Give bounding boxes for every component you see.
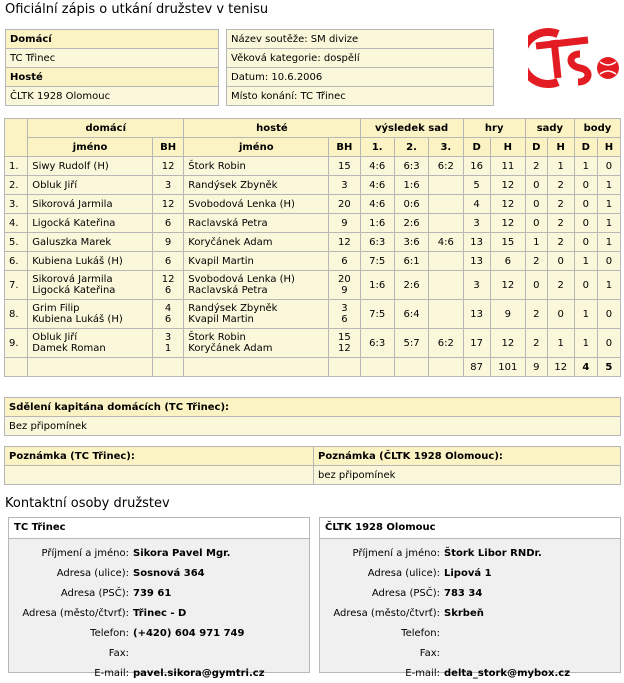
match-no: 7. — [5, 271, 28, 300]
match-no: 6. — [5, 252, 28, 271]
set2: 2:6 — [394, 271, 428, 300]
sets-d: 2 — [525, 300, 547, 329]
games-d: 3 — [463, 271, 490, 300]
games-d: 4 — [463, 195, 490, 214]
col-away-name: jméno — [184, 138, 329, 157]
table-row — [5, 214, 621, 233]
points-h: 0 — [597, 157, 620, 176]
sets-d: 2 — [525, 157, 547, 176]
contact-away — [319, 517, 621, 679]
away-bh-1: 3 — [341, 303, 348, 314]
contact-field — [320, 563, 572, 583]
col-points-h: H — [597, 138, 620, 157]
home-bh-2: 6 — [164, 314, 172, 325]
sets-h: 0 — [547, 252, 574, 271]
away-bh: 9 — [329, 214, 360, 233]
sets-h: 2 — [547, 271, 574, 300]
away-bh: 20 — [329, 195, 360, 214]
away-player: Svobodová Lenka (H) — [184, 195, 329, 214]
away-players-2: Raclavská Petra — [188, 285, 268, 296]
field-label: Adresa (PSČ): — [371, 587, 440, 599]
home-player: Ligocká Kateřina — [28, 214, 153, 233]
field-label: Příjmení a jméno: — [41, 547, 129, 559]
home-players-2: Damek Roman — [32, 343, 106, 354]
table-row — [5, 300, 621, 329]
contact-fields — [9, 543, 267, 683]
games-d: 3 — [463, 214, 490, 233]
field-value: delta_stork@mybox.cz — [444, 667, 571, 679]
points-h: 1 — [597, 195, 620, 214]
away-note-label: Poznámka (ČLTK 1928 Olomouc): — [314, 447, 621, 466]
away-bh-1: 20 — [338, 274, 351, 285]
page-title: Oficiální zápis o utkání družstev v tenisu — [5, 2, 269, 17]
field-value: Sikora Pavel Mgr. — [133, 547, 231, 559]
away-bh: 12 — [329, 233, 360, 252]
points-h: 1 — [597, 176, 620, 195]
col-away: hosté — [184, 119, 360, 138]
home-player: Galuszka Marek — [28, 233, 153, 252]
home-bh-2: 6 — [164, 285, 172, 296]
field-label: Příjmení a jméno: — [352, 547, 440, 559]
sets-d: 2 — [525, 252, 547, 271]
set3: 6:2 — [429, 157, 463, 176]
away-note-text: bez připomínek — [314, 466, 621, 485]
field-value: Sosnová 364 — [133, 567, 205, 579]
games-d: 13 — [463, 252, 490, 271]
results-table — [4, 118, 621, 377]
contact-field — [9, 563, 267, 583]
home-players-1: Grim Filip — [32, 303, 80, 314]
col-away-bh: BH — [329, 138, 360, 157]
set1: 4:6 — [360, 195, 394, 214]
match-info-table — [226, 29, 494, 106]
away-bh-1: 15 — [338, 332, 351, 343]
field-label: Adresa (PSČ): — [60, 587, 129, 599]
contact-field — [9, 643, 267, 663]
contact-field — [320, 583, 572, 603]
away-bh-2: 6 — [341, 314, 348, 325]
away-bh — [329, 300, 360, 329]
set2: 6:1 — [394, 252, 428, 271]
set2: 2:6 — [394, 214, 428, 233]
captain-note-box — [4, 397, 621, 436]
col-home-bh: BH — [152, 138, 183, 157]
match-no: 4. — [5, 214, 28, 233]
venue: Místo konání: TC Třinec — [227, 87, 494, 106]
field-label: Adresa (ulice): — [56, 567, 129, 579]
away-label: Hosté — [6, 68, 219, 87]
sets-h: 1 — [547, 157, 574, 176]
set3: 6:2 — [429, 329, 463, 358]
table-row — [5, 233, 621, 252]
table-row — [5, 252, 621, 271]
home-bh — [152, 329, 183, 358]
home-players-1: Obluk Jiří — [32, 332, 78, 343]
set1: 7:5 — [360, 252, 394, 271]
away-players-1: Svobodová Lenka (H) — [188, 274, 295, 285]
points-h: 0 — [597, 300, 620, 329]
home-player: Kubiena Lukáš (H) — [28, 252, 153, 271]
home-note-text — [5, 466, 314, 485]
total-games-d: 87 — [463, 358, 490, 377]
sets-d: 0 — [525, 214, 547, 233]
field-label: Telefon: — [90, 627, 129, 639]
table-row — [5, 329, 621, 358]
games-d: 17 — [463, 329, 490, 358]
points-h: 1 — [597, 214, 620, 233]
match-no: 1. — [5, 157, 28, 176]
field-value — [131, 643, 267, 663]
home-bh: 9 — [152, 233, 183, 252]
total-points-d: 4 — [574, 358, 597, 377]
contact-field — [320, 663, 572, 683]
games-h: 12 — [490, 195, 525, 214]
points-d: 1 — [574, 157, 597, 176]
set1: 1:6 — [360, 271, 394, 300]
set3 — [429, 252, 463, 271]
home-bh: 3 — [152, 176, 183, 195]
contact-field — [9, 543, 267, 563]
field-value: (+420) 604 971 749 — [133, 627, 245, 639]
field-label: E-mail: — [94, 667, 129, 679]
home-bh-2: 1 — [164, 343, 172, 354]
table-row — [5, 271, 621, 300]
captain-note-text: Bez připomínek — [5, 417, 621, 436]
home-note-label: Poznámka (TC Třinec): — [5, 447, 314, 466]
home-players-2: Kubiena Lukáš (H) — [32, 314, 123, 325]
points-h: 0 — [597, 252, 620, 271]
points-h: 0 — [597, 329, 620, 358]
set1: 4:6 — [360, 157, 394, 176]
home-bh: 12 — [152, 157, 183, 176]
field-label: Telefon: — [401, 627, 440, 639]
field-value — [442, 623, 572, 643]
home-team: TC Třinec — [6, 49, 219, 68]
set1: 1:6 — [360, 214, 394, 233]
points-h: 1 — [597, 233, 620, 252]
away-player: Raclavská Petra — [184, 214, 329, 233]
field-label: Fax: — [108, 647, 129, 659]
home-label: Domácí — [6, 30, 219, 49]
away-bh — [329, 271, 360, 300]
home-bh — [152, 300, 183, 329]
points-d: 0 — [574, 271, 597, 300]
away-bh: 6 — [329, 252, 360, 271]
games-d: 5 — [463, 176, 490, 195]
contact-field — [9, 623, 267, 643]
col-sets-d: D — [525, 138, 547, 157]
match-no: 3. — [5, 195, 28, 214]
home-player: Siwy Rudolf (H) — [28, 157, 153, 176]
contact-field — [320, 643, 572, 663]
set2: 0:6 — [394, 195, 428, 214]
contact-fields — [320, 543, 572, 683]
away-bh: 3 — [329, 176, 360, 195]
contact-field — [9, 663, 267, 683]
field-label: Adresa (město/čtvrť): — [333, 607, 440, 619]
field-value: Štork Libor RNDr. — [444, 547, 542, 559]
contact-home — [8, 517, 310, 679]
points-d: 0 — [574, 233, 597, 252]
away-players-2: Koryčánek Adam — [188, 343, 273, 354]
col-home: domácí — [28, 119, 184, 138]
field-value: Skrbeň — [444, 607, 484, 619]
field-value — [442, 643, 572, 663]
col-sets-h: H — [547, 138, 574, 157]
contact-team: TC Třinec — [9, 518, 309, 539]
teams-table — [5, 29, 219, 106]
category: Věková kategorie: dospělí — [227, 49, 494, 68]
set2: 5:7 — [394, 329, 428, 358]
games-d: 16 — [463, 157, 490, 176]
away-bh — [329, 329, 360, 358]
contacts-title: Kontaktní osoby družstev — [5, 496, 170, 511]
points-d: 0 — [574, 176, 597, 195]
field-label: Adresa (ulice): — [367, 567, 440, 579]
col-games-d: D — [463, 138, 490, 157]
home-bh-1: 3 — [164, 332, 172, 343]
away-player: Štork Robin — [184, 157, 329, 176]
set1: 4:6 — [360, 176, 394, 195]
points-d: 1 — [574, 252, 597, 271]
sets-d: 0 — [525, 271, 547, 300]
home-bh: 12 — [152, 195, 183, 214]
field-label: Fax: — [419, 647, 440, 659]
col-games-h: H — [490, 138, 525, 157]
set2: 1:6 — [394, 176, 428, 195]
games-h: 11 — [490, 157, 525, 176]
field-value: Třinec - D — [133, 607, 187, 619]
col-set3: 3. — [429, 138, 463, 157]
home-players — [28, 271, 153, 300]
contact-team: ČLTK 1928 Olomouc — [320, 518, 620, 539]
total-points-h: 5 — [597, 358, 620, 377]
sets-h: 2 — [547, 233, 574, 252]
sets-d: 0 — [525, 195, 547, 214]
games-h: 12 — [490, 271, 525, 300]
games-h: 9 — [490, 300, 525, 329]
sets-d: 0 — [525, 176, 547, 195]
away-bh: 15 — [329, 157, 360, 176]
home-players-1: Sikorová Jarmila — [32, 274, 113, 285]
contact-field — [320, 623, 572, 643]
points-d: 0 — [574, 195, 597, 214]
field-label: E-mail: — [405, 667, 440, 679]
games-h: 12 — [490, 329, 525, 358]
field-label: Adresa (město/čtvrť): — [22, 607, 129, 619]
home-bh — [152, 271, 183, 300]
away-player: Randýsek Zbyněk — [184, 176, 329, 195]
total-games-h: 101 — [490, 358, 525, 377]
set3: 4:6 — [429, 233, 463, 252]
field-value: Lipová 1 — [444, 567, 492, 579]
captain-note-label: Sdělení kapitána domácích (TC Třinec): — [5, 398, 621, 417]
set1: 7:5 — [360, 300, 394, 329]
total-sets-h: 12 — [547, 358, 574, 377]
sets-h: 1 — [547, 329, 574, 358]
sets-d: 2 — [525, 329, 547, 358]
col-games: hry — [463, 119, 525, 138]
col-set2: 2. — [394, 138, 428, 157]
sets-h: 0 — [547, 300, 574, 329]
col-points-d: D — [574, 138, 597, 157]
away-players — [184, 271, 329, 300]
games-d: 13 — [463, 300, 490, 329]
set3 — [429, 214, 463, 233]
away-bh-2: 12 — [338, 343, 351, 354]
col-set1: 1. — [360, 138, 394, 157]
sets-h: 2 — [547, 195, 574, 214]
table-row — [5, 176, 621, 195]
away-players-2: Kvapil Martin — [188, 314, 254, 325]
set1: 6:3 — [360, 329, 394, 358]
match-no: 5. — [5, 233, 28, 252]
table-row — [5, 195, 621, 214]
home-bh-1: 4 — [164, 303, 172, 314]
home-bh-1: 12 — [161, 274, 175, 285]
games-h: 12 — [490, 176, 525, 195]
field-value: 739 61 — [133, 587, 172, 599]
away-team: ČLTK 1928 Olomouc — [6, 87, 219, 106]
away-player: Kvapil Martin — [184, 252, 329, 271]
notes-box — [4, 446, 621, 485]
away-players — [184, 329, 329, 358]
col-points: body — [574, 119, 620, 138]
match-date: Datum: 10.6.2006 — [227, 68, 494, 87]
set3 — [429, 176, 463, 195]
match-no: 9. — [5, 329, 28, 358]
away-players-1: Štork Robin — [188, 332, 246, 343]
sets-d: 1 — [525, 233, 547, 252]
games-h: 12 — [490, 214, 525, 233]
set2: 6:3 — [394, 157, 428, 176]
competition: Název soutěže: SM divize — [227, 30, 494, 49]
games-h: 6 — [490, 252, 525, 271]
col-sets-result: výsledek sad — [360, 119, 463, 138]
games-h: 15 — [490, 233, 525, 252]
home-bh: 6 — [152, 252, 183, 271]
home-player: Obluk Jiří — [28, 176, 153, 195]
contact-field — [320, 603, 572, 623]
home-players — [28, 300, 153, 329]
home-bh: 6 — [152, 214, 183, 233]
sets-h: 2 — [547, 214, 574, 233]
contact-field — [9, 603, 267, 623]
points-d: 0 — [574, 214, 597, 233]
home-player: Sikorová Jarmila — [28, 195, 153, 214]
away-players-1: Randýsek Zbyněk — [188, 303, 278, 314]
field-value: 783 34 — [444, 587, 483, 599]
field-value: pavel.sikora@gymtri.cz — [133, 667, 265, 679]
games-d: 13 — [463, 233, 490, 252]
club-logo — [528, 26, 622, 88]
away-player: Koryčánek Adam — [184, 233, 329, 252]
points-h: 1 — [597, 271, 620, 300]
home-players — [28, 329, 153, 358]
match-no: 2. — [5, 176, 28, 195]
set3 — [429, 300, 463, 329]
away-players — [184, 300, 329, 329]
col-home-name: jméno — [28, 138, 153, 157]
total-sets-d: 9 — [525, 358, 547, 377]
away-bh-2: 9 — [341, 285, 348, 296]
match-no: 8. — [5, 300, 28, 329]
contact-field — [320, 543, 572, 563]
col-sets: sady — [525, 119, 574, 138]
set3 — [429, 271, 463, 300]
set2: 3:6 — [394, 233, 428, 252]
totals-row — [5, 358, 621, 377]
home-players-2: Ligocká Kateřina — [32, 285, 116, 296]
contact-field — [9, 583, 267, 603]
table-row — [5, 157, 621, 176]
points-d: 1 — [574, 300, 597, 329]
sets-h: 2 — [547, 176, 574, 195]
points-d: 1 — [574, 329, 597, 358]
set2: 6:4 — [394, 300, 428, 329]
set1: 6:3 — [360, 233, 394, 252]
set3 — [429, 195, 463, 214]
